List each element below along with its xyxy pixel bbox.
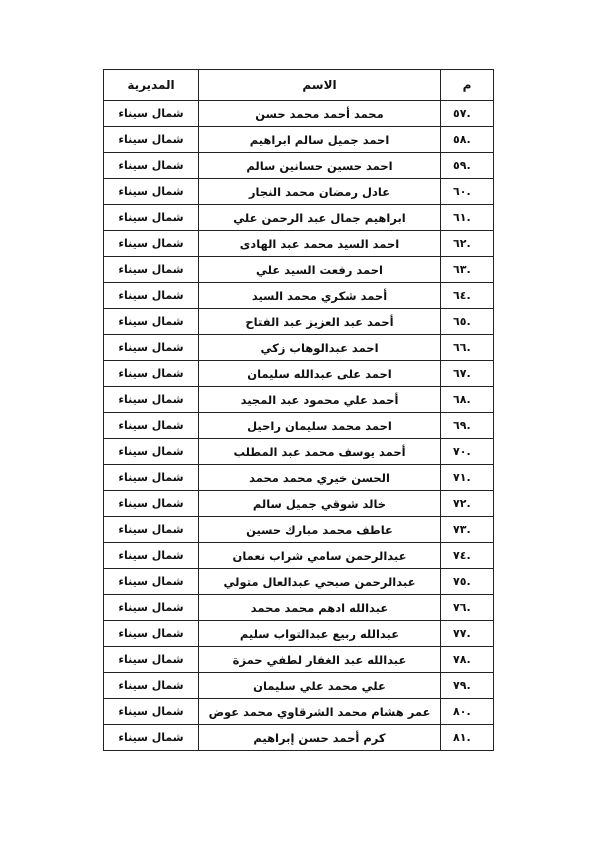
row-name: احمد على عبدالله سليمان: [199, 361, 441, 387]
row-directorate: شمال سيناء: [104, 413, 199, 439]
row-directorate: شمال سيناء: [104, 439, 199, 465]
row-name: علي محمد علي سليمان: [199, 673, 441, 699]
row-directorate: شمال سيناء: [104, 361, 199, 387]
row-name: احمد حسين حسانين سالم: [199, 153, 441, 179]
row-number: .٦٣: [441, 257, 494, 283]
row-directorate: شمال سيناء: [104, 127, 199, 153]
row-number: .٧٨: [441, 647, 494, 673]
table-row: [104, 257, 494, 283]
row-name: عبدالرحمن سامي شراب نعمان: [199, 543, 441, 569]
row-name: احمد رفعت السيد علي: [199, 257, 441, 283]
row-number: .٦٠: [441, 179, 494, 205]
row-number: .٧٢: [441, 491, 494, 517]
table-row: [104, 205, 494, 231]
row-directorate: شمال سيناء: [104, 101, 199, 127]
row-number: .٦١: [441, 205, 494, 231]
table-row: [104, 179, 494, 205]
row-number: .٦٧: [441, 361, 494, 387]
row-directorate: شمال سيناء: [104, 309, 199, 335]
row-directorate: شمال سيناء: [104, 231, 199, 257]
names-table: [103, 69, 494, 751]
row-number: .٦٦: [441, 335, 494, 361]
row-number: .٧٥: [441, 569, 494, 595]
row-name: أحمد شكري محمد السيد: [199, 283, 441, 309]
table-row: [104, 647, 494, 673]
table-row: [104, 309, 494, 335]
row-number: .٨٠: [441, 699, 494, 725]
row-number: .٨١: [441, 725, 494, 751]
row-directorate: شمال سيناء: [104, 153, 199, 179]
row-number: .٦٨: [441, 387, 494, 413]
row-directorate: شمال سيناء: [104, 543, 199, 569]
table-row: [104, 387, 494, 413]
table-row: [104, 439, 494, 465]
row-directorate: شمال سيناء: [104, 569, 199, 595]
row-name: محمد أحمد محمد حسن: [199, 101, 441, 127]
row-name: الحسن خيري محمد محمد: [199, 465, 441, 491]
table-row: [104, 491, 494, 517]
row-number: .٦٥: [441, 309, 494, 335]
table-row: [104, 127, 494, 153]
row-name: عاطف محمد مبارك حسين: [199, 517, 441, 543]
header-number: م: [441, 70, 494, 101]
row-number: .٦٢: [441, 231, 494, 257]
row-directorate: شمال سيناء: [104, 673, 199, 699]
row-number: .٧٣: [441, 517, 494, 543]
document-page: [103, 69, 493, 751]
row-directorate: شمال سيناء: [104, 491, 199, 517]
row-directorate: شمال سيناء: [104, 335, 199, 361]
row-name: احمد عبدالوهاب زكي: [199, 335, 441, 361]
header-directorate: المديرية: [104, 70, 199, 101]
table-row: [104, 361, 494, 387]
table-row: [104, 569, 494, 595]
row-name: احمد محمد سليمان راحيل: [199, 413, 441, 439]
table-row: [104, 621, 494, 647]
row-directorate: شمال سيناء: [104, 621, 199, 647]
row-name: أحمد علي محمود عبد المجيد: [199, 387, 441, 413]
table-row: [104, 595, 494, 621]
table-row: [104, 465, 494, 491]
row-name: احمد السيد محمد عبد الهادى: [199, 231, 441, 257]
header-name: الاسم: [199, 70, 441, 101]
table-row: [104, 153, 494, 179]
row-name: أحمد يوسف محمد عبد المطلب: [199, 439, 441, 465]
table-row: [104, 517, 494, 543]
row-name: عبدالله عبد الغفار لطفي حمزة: [199, 647, 441, 673]
row-name: كرم أحمد حسن إبراهيم: [199, 725, 441, 751]
row-name: أحمد عبد العزيز عبد الفتاح: [199, 309, 441, 335]
table-row: [104, 725, 494, 751]
row-directorate: شمال سيناء: [104, 257, 199, 283]
row-directorate: شمال سيناء: [104, 283, 199, 309]
table-row: [104, 543, 494, 569]
row-number: .٧٦: [441, 595, 494, 621]
row-number: .٧٤: [441, 543, 494, 569]
row-name: احمد جميل سالم ابراهيم: [199, 127, 441, 153]
row-directorate: شمال سيناء: [104, 517, 199, 543]
table-row: [104, 699, 494, 725]
row-directorate: شمال سيناء: [104, 205, 199, 231]
table-row: [104, 335, 494, 361]
row-directorate: شمال سيناء: [104, 725, 199, 751]
row-name: عبدالرحمن صبحي عبدالعال متولي: [199, 569, 441, 595]
row-name: عادل رمضان محمد النجار: [199, 179, 441, 205]
row-number: .٧١: [441, 465, 494, 491]
row-directorate: شمال سيناء: [104, 699, 199, 725]
row-number: .٧٠: [441, 439, 494, 465]
table-header-row: [104, 70, 494, 101]
row-number: .٧٧: [441, 621, 494, 647]
table-row: [104, 283, 494, 309]
row-number: .٥٨: [441, 127, 494, 153]
row-number: .٥٧: [441, 101, 494, 127]
row-name: خالد شوقي جميل سالم: [199, 491, 441, 517]
row-directorate: شمال سيناء: [104, 179, 199, 205]
row-number: .٦٤: [441, 283, 494, 309]
table-row: [104, 231, 494, 257]
row-name: عمر هشام محمد الشرقاوي محمد عوض: [199, 699, 441, 725]
row-directorate: شمال سيناء: [104, 595, 199, 621]
table-row: [104, 413, 494, 439]
row-name: عبدالله ادهم محمد محمد: [199, 595, 441, 621]
row-name: عبدالله ربيع عبدالتواب سليم: [199, 621, 441, 647]
row-directorate: شمال سيناء: [104, 465, 199, 491]
row-directorate: شمال سيناء: [104, 647, 199, 673]
row-directorate: شمال سيناء: [104, 387, 199, 413]
row-number: .٧٩: [441, 673, 494, 699]
table-body: [104, 101, 494, 751]
table-row: [104, 673, 494, 699]
row-number: .٥٩: [441, 153, 494, 179]
row-number: .٦٩: [441, 413, 494, 439]
row-name: ابراهيم جمال عبد الرحمن علي: [199, 205, 441, 231]
table-row: [104, 101, 494, 127]
